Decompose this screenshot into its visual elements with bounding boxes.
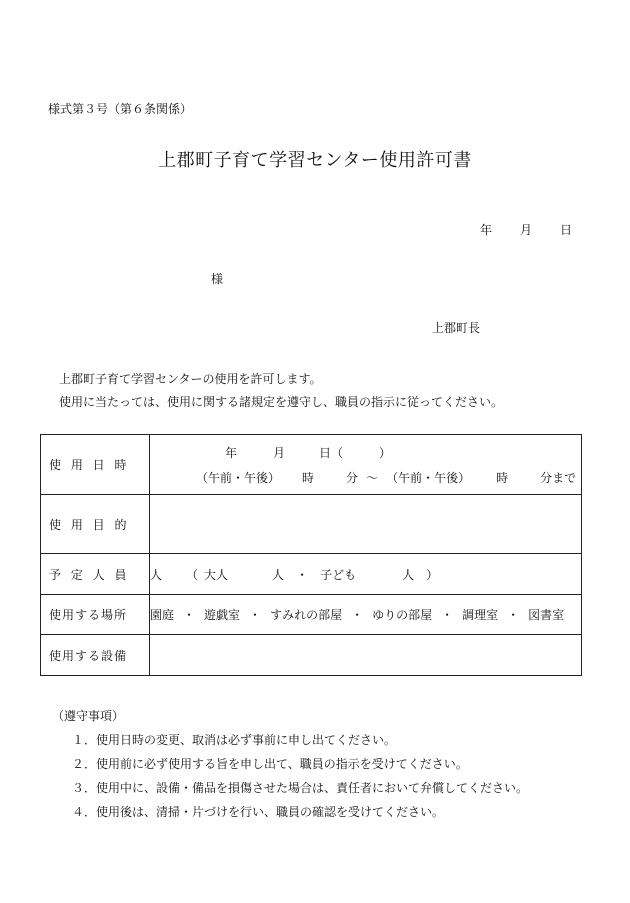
- people-open: （: [186, 567, 199, 582]
- note-item-3: ３．使用中に、設備・備品を損傷させた場合は、責任者において弁償してください。: [72, 781, 529, 795]
- issue-date: [480, 221, 572, 238]
- place-separator: ・: [441, 608, 454, 622]
- datetime-date-line: [150, 444, 581, 461]
- addressee-suffix: 様: [211, 272, 224, 286]
- label-text: 使 用 目 的: [49, 517, 130, 532]
- label-text: 使 用 日 時: [49, 458, 130, 472]
- date-month: 月: [520, 223, 533, 237]
- note-item-4: ４．使用後は、清掃・片づけを行い、職員の確認を受けてください。: [72, 805, 445, 819]
- date-year: 年: [480, 223, 493, 237]
- value-usage-datetime[interactable]: [150, 435, 582, 495]
- value-usage-place: [150, 595, 582, 635]
- label-usage-equipment: [41, 635, 150, 676]
- people-child: 子ども: [320, 567, 357, 582]
- label-text: 使用する設備: [49, 648, 128, 663]
- place-option[interactable]: 調理室: [462, 608, 499, 622]
- people-adult: 大人: [204, 567, 229, 582]
- date-day: 日: [560, 223, 573, 237]
- place-separator: ・: [183, 608, 196, 622]
- dt-month: 月: [273, 445, 286, 460]
- value-usage-equipment[interactable]: [150, 635, 582, 676]
- place-option[interactable]: ゆりの部屋: [372, 608, 433, 622]
- form-number: 様式第３号（第６条関係）: [48, 102, 193, 116]
- label-planned-people: [41, 554, 150, 595]
- intro-line-2: 使用に当たっては、使用に関する諸規定を遵守し、職員の指示に従ってください。: [59, 395, 504, 409]
- label-usage-datetime: [41, 435, 150, 495]
- issuer: 上郡町長: [432, 321, 481, 335]
- place-option[interactable]: すみれの部屋: [270, 608, 343, 622]
- notes-title: （遵守事項）: [52, 709, 125, 723]
- table-row: [41, 554, 582, 595]
- dt-ampm-end: （午前・午後）: [386, 470, 471, 485]
- place-option[interactable]: 園庭: [150, 608, 175, 622]
- dt-minute-1: 分: [346, 470, 359, 485]
- note-item-2: ２．使用前に必ず使用する旨を申し出て、職員の指示を受けてください。: [72, 757, 468, 771]
- dt-hour-1: 時: [302, 470, 315, 485]
- place-separator: ・: [507, 608, 520, 622]
- dt-year: 年: [225, 445, 238, 460]
- dt-hour-2: 時: [496, 470, 509, 485]
- people-adult-unit: 人: [272, 567, 285, 582]
- table-row: [41, 635, 582, 676]
- dt-day-close: ）: [379, 445, 392, 460]
- dt-ampm-start: （午前・午後）: [196, 470, 281, 485]
- label-usage-place: [41, 595, 150, 635]
- value-planned-people[interactable]: [150, 554, 582, 595]
- datetime-time-line: [150, 469, 581, 486]
- place-option[interactable]: 遊戯室: [204, 608, 241, 622]
- people-total-unit: 人: [150, 567, 163, 582]
- table-row: [41, 595, 582, 635]
- dt-tilde: ～: [366, 470, 379, 485]
- place-separator: ・: [249, 608, 262, 622]
- place-separator: ・: [351, 608, 364, 622]
- label-text: 使用する場所: [49, 608, 128, 622]
- intro-line-1: 上郡町子育て学習センターの使用を許可します。: [59, 372, 322, 386]
- dt-minute-2: 分まで: [540, 470, 577, 485]
- page-title: 上郡町子育て学習センター使用許可書: [158, 150, 472, 171]
- place-option[interactable]: 図書室: [528, 608, 565, 622]
- people-close: ）: [426, 567, 439, 582]
- dt-day-open: 日（: [319, 445, 344, 460]
- people-dot: ・: [296, 567, 309, 582]
- label-text: 予 定 人 員: [49, 567, 130, 582]
- table-row: [41, 495, 582, 554]
- note-item-1: １．使用日時の変更、取消は必ず事前に申し出てください。: [72, 733, 397, 747]
- value-usage-purpose[interactable]: [150, 495, 582, 554]
- label-usage-purpose: [41, 495, 150, 554]
- permit-table: [40, 434, 582, 676]
- people-child-unit: 人: [402, 567, 415, 582]
- table-row: [41, 435, 582, 495]
